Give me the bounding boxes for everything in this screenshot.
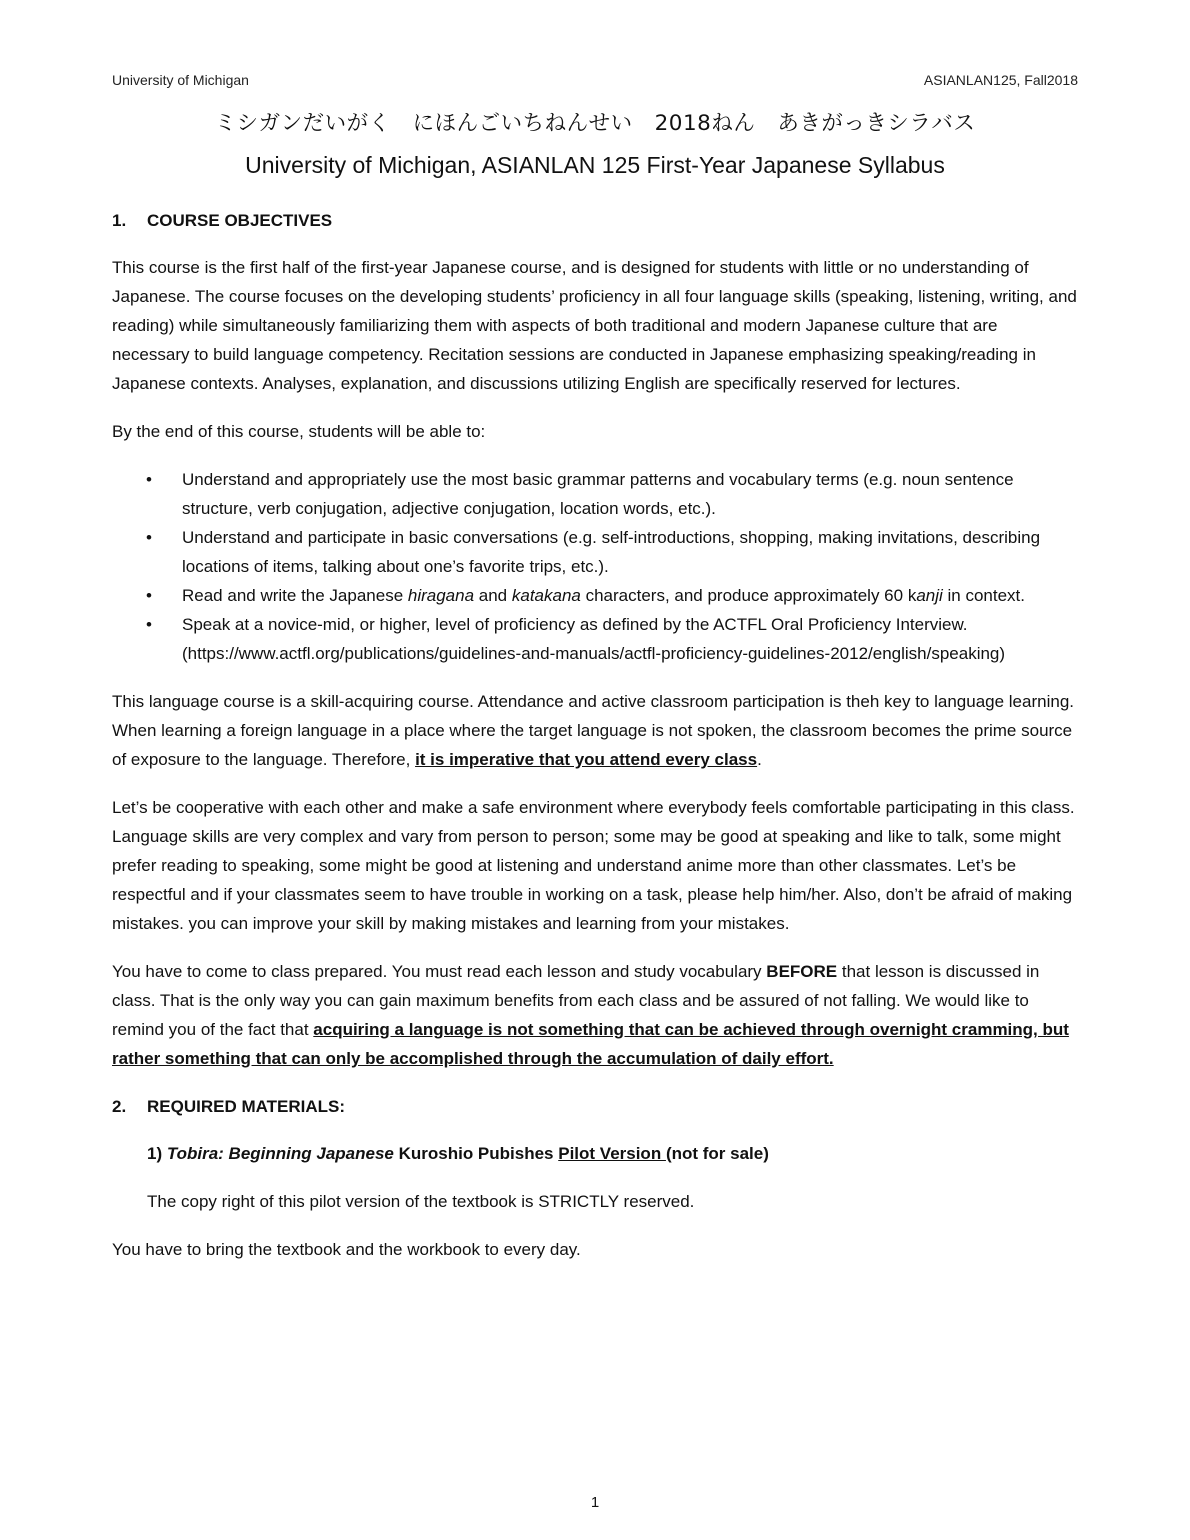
title-japanese: ミシガンだいがく にほんごいちねんせい 2018ねん あきがっきシラバス: [214, 111, 976, 136]
text-run: .: [757, 750, 762, 769]
item-number: 1): [147, 1144, 167, 1163]
paragraph-course-description: This course is the first half of the first-year Japanese course, and is designed for students with little or no understanding of Japanese. The course focuses on the developing students’ proficiency in all four language skills (speaking, listening, writing, and reading) while simultaneously familiarizing them with aspects of both traditional and modern Japanese culture that are necessary to build language competency. Recitation sessions are conducted in Japanese emphasizing speaking/reading in Japanese contexts. Analyses, explanation, and discussions utilizing English are specifically reserved for lectures.: [112, 258, 1077, 393]
paragraph-bring-books: You have to bring the textbook and the workbook to every day.: [112, 1240, 581, 1259]
required-material-item: [147, 1139, 1078, 1168]
emphasis-attendance: it is imperative that you attend every class: [415, 750, 758, 769]
section-title: REQUIRED MATERIALS:: [147, 1097, 346, 1116]
paragraph-cooperation: Let’s be cooperative with each other and make a safe environment where everybody feels comfortable participating in this class. Language skills are very complex and vary from person to person; some may be good at speaking and like to talk, some might prefer reading to speaking, some might be good at listening and understand anime more than other classmates. Let’s be respectful and if your classmates seem to have trouble in working on a task, please help him/her. Also, don’t be afraid of making mistakes. you can improve your skill by making mistakes and learning from your mistakes.: [112, 798, 1075, 933]
text-run: This language course is a skill-acquiring course. Attendance and active classroom participation is theh key to language learning. When learning a foreign language in a place where the target language is not spoken, the classroom becomes the prime source of exposure to the language. Therefore,: [112, 692, 1074, 769]
textbook-title: Tobira: Beginning Japanese: [166, 1144, 394, 1163]
objectives-list: [112, 465, 1078, 668]
term-kanji: anji: [916, 586, 943, 605]
term-hiragana: hiragana: [407, 586, 475, 605]
section-heading-materials: [112, 1092, 1078, 1121]
header-course-term: ASIANLAN125, Fall2018: [923, 72, 1078, 88]
paragraph-copyright: The copy right of this pilot version of the textbook is STRICTLY reserved.: [147, 1192, 695, 1211]
section-number: 2.: [112, 1097, 127, 1116]
text-run: Read and write the Japanese: [182, 586, 408, 605]
section-heading-objectives: [112, 206, 1078, 235]
emphasis-before: BEFORE: [766, 962, 838, 981]
section-title: COURSE OBJECTIVES: [147, 211, 333, 230]
list-item: • Understand and participate in basic conversations (e.g. self-introductions, shopping, making invitations, describing locations of items, talking about one’s favorite trips, etc.).: [182, 523, 1078, 581]
emphasis-daily-effort: acquiring a language is not something that can be achieved through overnight cramming, but rather something that can only be accomplished through the accumulation of daily effort.: [112, 1020, 1069, 1068]
list-item: [182, 581, 1078, 610]
paragraph-preparation: [112, 957, 1078, 1073]
section-number: 1.: [112, 211, 127, 230]
document-body: [112, 206, 1078, 1283]
header-institution: University of Michigan: [112, 72, 249, 88]
list-item: • Speak at a novice-mid, or higher, level of proficiency as defined by the ACTFL Oral Proficiency Interview. (https://www.actfl.org/publications/guidelines-and-manuals/actfl-proficiency-guidelines-2012/english/speaking): [182, 610, 1078, 668]
paragraph-attendance: [112, 687, 1078, 774]
text-run: in context.: [942, 586, 1026, 605]
page-number: 1: [590, 1494, 600, 1511]
version-label: Pilot Version: [558, 1144, 666, 1163]
paragraph-objectives-intro: By the end of this course, students will be able to:: [112, 422, 486, 441]
term-katakana: katakana: [511, 586, 581, 605]
text-run: You have to come to class prepared. You must read each lesson and study vocabulary: [112, 962, 767, 981]
publisher: Kuroshio Pubishes: [393, 1144, 559, 1163]
text-run: that lesson is discussed in class. That is the only way you can gain maximum benefits from each class and be assured of not falling. We would like to remind you of the fact that: [112, 962, 1040, 1039]
title-english: University of Michigan, ASIANLAN 125 First-Year Japanese Syllabus: [245, 152, 945, 178]
text-run: characters, and produce approximately 60 k: [580, 586, 917, 605]
list-item: • Understand and appropriately use the most basic grammar patterns and vocabulary terms (e.g. noun sentence structure, verb conjugation, adjective conjugation, location words, etc.).: [182, 465, 1078, 523]
sale-note: (not for sale): [665, 1144, 769, 1163]
text-run: and: [474, 586, 512, 605]
